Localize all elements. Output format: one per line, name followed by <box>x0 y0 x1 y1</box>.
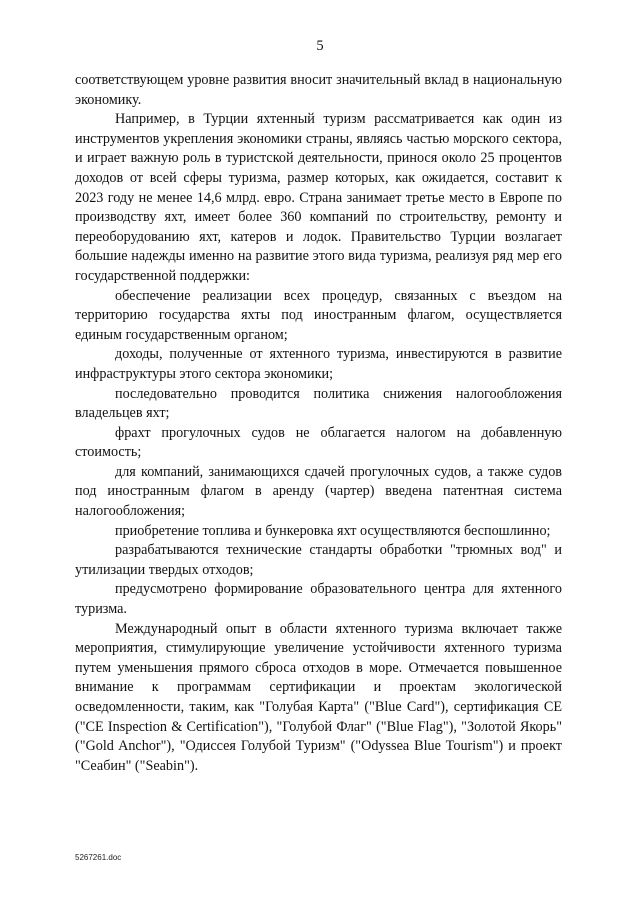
paragraph-turkey-example: Например, в Турции яхтенный туризм рассматривается как один из инструментов укрепления экономики страны, являясь частью морского сектора, и играет важную роль в туристской деятельности, принося около 25 процентов доходов от всей сферы туризма, размер которых, как ожидается, составит к 2023 году не менее 14,6 млрд. евро. Страна занимает третье место в Европе по производству яхт, имеет более 360 компаний по строительству, ремонту и переоборудованию яхт, катеров и лодок. Правительство Турции возлагает большие надежды именно на развитие этого вида туризма, реализуя ряд мер его государственной поддержки: <box>75 111 562 284</box>
measure-item-tax-reduction: последовательно проводится политика снижения налогообложения владельцев яхт; <box>75 385 562 422</box>
page-number: 5 <box>316 38 324 54</box>
measure-item-income-investment: доходы, полученные от яхтенного туризма, инвестируются в развитие инфраструктуры этого сектора экономики; <box>75 346 562 382</box>
footer-file-code: 5267261.doc <box>75 853 122 862</box>
paragraph-continuation: соответствующем уровне развития вносит значительный вклад в национальную экономику. <box>75 72 562 108</box>
measure-item-entry-procedures: обеспечение реализации всех процедур, связанных с въездом на территорию государства яхты под иностранным флагом, осуществляется единым государственным органом; <box>75 287 562 343</box>
measure-item-waste-standards: разрабатываются технические стандарты обработки "трюмных вод" и утилизации твердых отходов; <box>75 542 562 578</box>
measure-item-education-center: предусмотрено формирование образовательного центра для яхтенного туризма. <box>75 581 562 618</box>
measure-item-duty-free-fuel: приобретение топлива и бункеровка яхт осуществляются беспошлинно; <box>115 522 551 539</box>
document-body <box>75 71 562 776</box>
paragraph-international-experience: Международный опыт в области яхтенного туризма включает также мероприятия, стимулирующие увеличение устойчивости яхтенного туризма путем уменьшения прямого сброса отходов в море. Отмечается повышенное внимание к программам сертификации и проектам экологической осведомленности, таким, как "Голубая Карта" ("Blue Card"), сертификация CE ("CE Inspection & Certification"), "Голубой Флаг" ("Blue Flag"), "Золотой Якорь" ("Gold Anchor"), "Одиссея Голубой Туризм" ("Odyssea Blue Tourism") и проект "Сеабин" ("Seabin"). <box>75 620 562 774</box>
measure-item-patent-tax: для компаний, занимающихся сдачей прогулочных судов, а также судов под иностранным флагом в аренду (чартер) введена патентная система налогообложения; <box>75 463 562 520</box>
measure-item-vat-exemption: фрахт прогулочных судов не облагается налогом на добавленную стоимость; <box>75 424 562 461</box>
